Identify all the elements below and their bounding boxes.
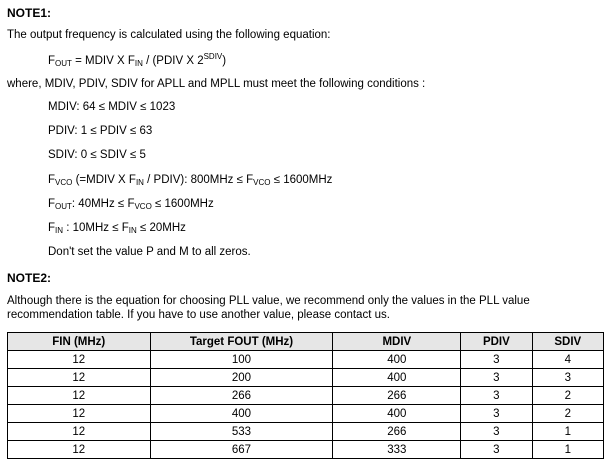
fvco-sub1: VCO — [55, 178, 73, 187]
fin-text2: ≤ 20MHz — [136, 222, 186, 234]
cell-mdiv: 400 — [333, 369, 461, 387]
cell-fin: 12 — [8, 441, 151, 459]
output-frequency-equation — [48, 52, 226, 68]
cell-pdiv: 3 — [461, 405, 532, 423]
cell-pdiv: 3 — [461, 387, 532, 405]
cell-pdiv: 3 — [461, 423, 532, 441]
table-row — [8, 387, 604, 405]
condition-fout — [48, 198, 214, 211]
cell-pdiv: 3 — [461, 369, 532, 387]
fout-f: F — [48, 198, 56, 210]
fvco-f: F — [48, 174, 56, 186]
fvco-text3: ≤ 1600MHz — [270, 174, 333, 186]
note2-title: NOTE2: — [7, 271, 52, 285]
cell-mdiv: 400 — [333, 405, 461, 423]
cell-fin: 12 — [8, 351, 151, 369]
cell-target-fout: 266 — [150, 387, 333, 405]
condition-sdiv: SDIV: 0 ≤ SDIV ≤ 5 — [48, 149, 146, 161]
cell-pdiv: 3 — [461, 441, 532, 459]
fout-text2: ≤ 1600MHz — [151, 198, 214, 210]
cell-target-fout: 200 — [150, 369, 333, 387]
cell-target-fout: 667 — [150, 441, 333, 459]
table-row — [8, 369, 604, 387]
cell-mdiv: 266 — [333, 423, 461, 441]
cell-target-fout: 100 — [150, 351, 333, 369]
table-header-row — [8, 333, 604, 351]
fvco-text2: / PDIV): 800MHz ≤ F — [143, 174, 254, 186]
col-header-mdiv: MDIV — [333, 333, 461, 351]
cell-sdiv: 2 — [532, 405, 603, 423]
fout-sub1: OUT — [55, 202, 72, 211]
pll-recommendation-table — [7, 332, 604, 459]
cell-mdiv: 333 — [333, 441, 461, 459]
conditions-intro: where, MDIV, PDIV, SDIV for APLL and MPLL must meet the following conditions : — [7, 78, 426, 90]
fin-sub1: IN — [55, 226, 64, 235]
table-row — [8, 405, 604, 423]
col-header-target-fout: Target FOUT (MHz) — [150, 333, 333, 351]
eq-f: F — [48, 55, 56, 67]
cell-fin: 12 — [8, 405, 151, 423]
cell-fin: 12 — [8, 369, 151, 387]
cell-mdiv: 266 — [333, 387, 461, 405]
eq-in-sub: IN — [134, 59, 143, 68]
cell-sdiv: 4 — [532, 351, 603, 369]
condition-pdiv: PDIV: 1 ≤ PDIV ≤ 63 — [48, 125, 153, 137]
eq-mdiv: = MDIV X F — [71, 55, 135, 67]
cell-mdiv: 400 — [333, 351, 461, 369]
cell-sdiv: 1 — [532, 441, 603, 459]
fvco-text1: (=MDIV X F — [72, 174, 136, 186]
cell-sdiv: 1 — [532, 423, 603, 441]
eq-close: ) — [222, 55, 227, 67]
cell-target-fout: 400 — [150, 405, 333, 423]
eq-sdiv-sup: SDIV — [203, 52, 223, 61]
fout-sub2: VCO — [134, 202, 152, 211]
condition-mdiv: MDIV: 64 ≤ MDIV ≤ 1023 — [48, 101, 176, 113]
fin-text1: : 10MHz ≤ F — [63, 222, 129, 234]
table-row — [8, 441, 604, 459]
condition-fvco — [48, 174, 332, 187]
table-row — [8, 423, 604, 441]
table-row — [8, 351, 604, 369]
zeros-warning: Don't set the value P and M to all zeros. — [48, 246, 251, 258]
col-header-pdiv: PDIV — [461, 333, 532, 351]
note1-intro: The output frequency is calculated using the following equation: — [7, 29, 331, 41]
fin-f: F — [48, 222, 56, 234]
cell-pdiv: 3 — [461, 351, 532, 369]
fout-text1: : 40MHz ≤ F — [71, 198, 135, 210]
note2-text: Although there is the equation for choosing PLL value, we recommend only the values in the PLL value recommendation table. If you have to use another value, please contact us. — [7, 295, 530, 321]
col-header-sdiv: SDIV — [532, 333, 603, 351]
fin-sub2: IN — [128, 226, 137, 235]
cell-sdiv: 3 — [532, 369, 603, 387]
eq-pdiv: / (PDIV X 2 — [142, 55, 204, 67]
condition-fin — [48, 222, 186, 235]
cell-fin: 12 — [8, 387, 151, 405]
fvco-sub3: VCO — [253, 178, 271, 187]
col-header-fin: FIN (MHz) — [8, 333, 151, 351]
cell-fin: 12 — [8, 423, 151, 441]
eq-out-sub: OUT — [55, 59, 72, 68]
cell-sdiv: 2 — [532, 387, 603, 405]
note1-title: NOTE1: — [7, 6, 52, 20]
fvco-sub2: IN — [135, 178, 144, 187]
cell-target-fout: 533 — [150, 423, 333, 441]
